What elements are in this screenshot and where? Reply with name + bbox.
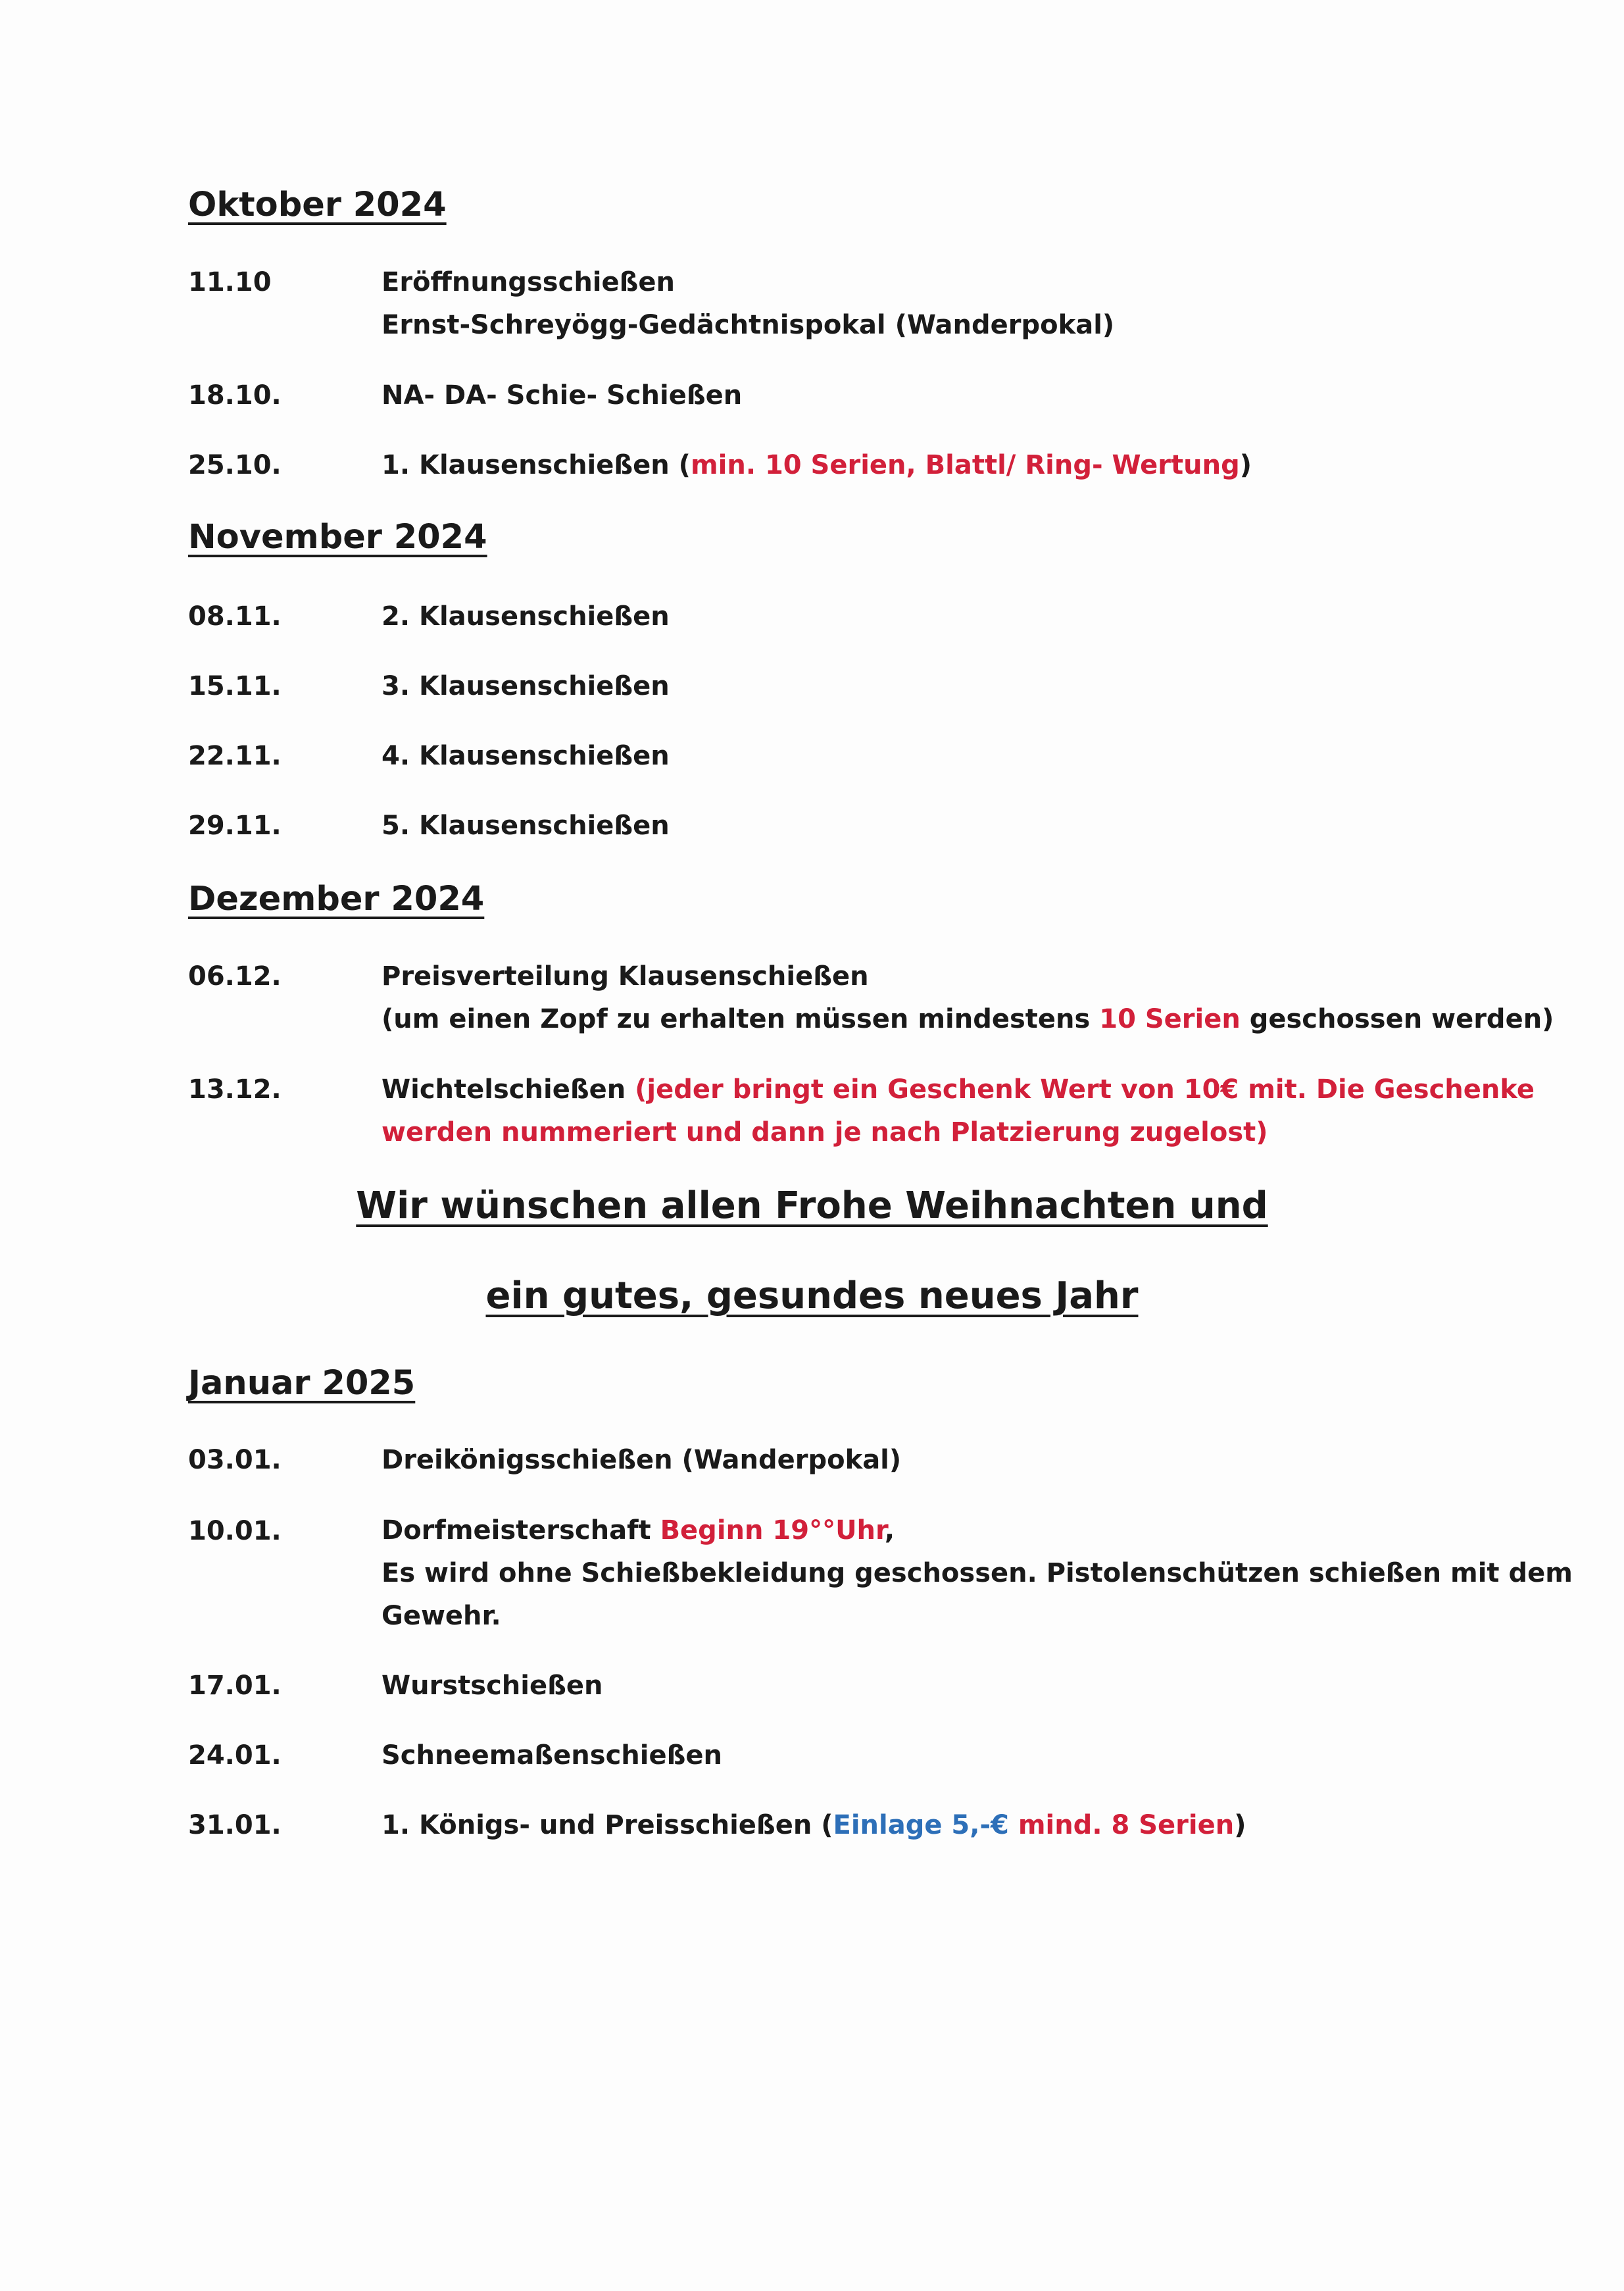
event-line-end: ) xyxy=(1239,450,1252,480)
event-line-end: ) xyxy=(1234,1810,1246,1840)
month-heading-dezember: Dezember 2024 xyxy=(188,880,485,919)
event-line: 1. Klausenschießen ( xyxy=(381,450,691,480)
event-text xyxy=(381,1509,1573,1638)
event-line-part: , xyxy=(884,1515,895,1546)
event-text xyxy=(381,735,1408,778)
event-date: 13.12. xyxy=(188,1074,282,1105)
event-date: 18.10. xyxy=(188,380,282,411)
event-date: 08.11. xyxy=(188,601,282,632)
event-highlight-red: (jeder bringt ein Geschenk Wert von 10€ mit. Die Geschenke xyxy=(635,1074,1535,1105)
event-highlight-blue: Einlage 5,-€ xyxy=(833,1810,1009,1840)
event-line-part: (um einen Zopf zu erhalten müssen mindestens xyxy=(381,1004,1100,1034)
event-date: 24.01. xyxy=(188,1740,282,1771)
event-text xyxy=(381,374,1408,417)
event-date: 06.12. xyxy=(188,961,282,992)
event-line: 4. Klausenschießen xyxy=(381,741,670,771)
event-line-part: 1. Königs- und Preisschießen ( xyxy=(381,1810,833,1840)
event-text xyxy=(381,1439,1408,1482)
month-heading-januar: Januar 2025 xyxy=(188,1364,416,1403)
event-text xyxy=(381,805,1408,847)
event-date: 03.01. xyxy=(188,1445,282,1475)
event-text xyxy=(381,1665,1408,1707)
event-line: Eröffnungsschießen xyxy=(381,267,676,297)
event-line: Wurstschießen xyxy=(381,1671,603,1701)
event-date: 10.01. xyxy=(188,1516,282,1546)
event-line: 5. Klausenschießen xyxy=(381,811,670,841)
event-line: Dreikönigsschießen (Wanderpokal) xyxy=(381,1445,902,1475)
greeting-line-1: Wir wünschen allen Frohe Weihnachten und xyxy=(356,1184,1268,1227)
event-highlight-red: mind. 8 Serien xyxy=(1008,1810,1235,1840)
event-text xyxy=(381,665,1408,708)
event-text xyxy=(381,261,1408,347)
greeting-line-2: ein gutes, gesundes neues Jahr xyxy=(485,1274,1139,1317)
event-date: 11.10 xyxy=(188,267,272,297)
month-heading-november: November 2024 xyxy=(188,518,487,557)
event-line: Es wird ohne Schießbekleidung geschossen. Pistolenschützen schießen mit dem xyxy=(381,1558,1573,1588)
event-text xyxy=(381,955,1554,1041)
event-highlight-red: min. 10 Serien, Blattl/ Ring- Wertung xyxy=(690,450,1240,480)
event-line: Ernst-Schreyögg-Gedächtnispokal (Wanderpokal) xyxy=(381,310,1115,340)
event-highlight-red: Beginn 19°°Uhr xyxy=(660,1515,885,1546)
event-highlight-red: 10 Serien xyxy=(1099,1004,1241,1034)
event-date: 25.10. xyxy=(188,450,282,480)
event-text xyxy=(381,1734,1408,1777)
event-date: 15.11. xyxy=(188,671,282,701)
event-text xyxy=(381,444,1408,487)
event-line xyxy=(381,1069,1535,1111)
event-line: Gewehr. xyxy=(381,1601,501,1631)
event-date: 17.01. xyxy=(188,1671,282,1701)
event-text xyxy=(381,1069,1535,1154)
event-line xyxy=(381,998,1554,1041)
event-line: 2. Klausenschießen xyxy=(381,601,670,632)
event-line: NA- DA- Schie- Schießen xyxy=(381,380,743,411)
event-line: 3. Klausenschießen xyxy=(381,671,670,701)
event-date: 22.11. xyxy=(188,741,282,771)
event-line-part: Dorfmeisterschaft xyxy=(381,1515,660,1546)
event-line xyxy=(381,1509,1408,1552)
event-line-part: geschossen werden) xyxy=(1240,1004,1554,1034)
month-heading-oktober: Oktober 2024 xyxy=(188,186,447,224)
event-text xyxy=(381,595,1408,638)
event-text xyxy=(381,1804,1408,1847)
event-date: 31.01. xyxy=(188,1810,282,1840)
event-date: 29.11. xyxy=(188,811,282,841)
event-line: Schneemaßenschießen xyxy=(381,1740,722,1771)
event-line: Preisverteilung Klausenschießen xyxy=(381,961,869,992)
event-line-part: Wichtelschießen xyxy=(381,1074,635,1105)
event-highlight-red: werden nummeriert und dann je nach Platzierung zugelost) xyxy=(381,1117,1268,1147)
